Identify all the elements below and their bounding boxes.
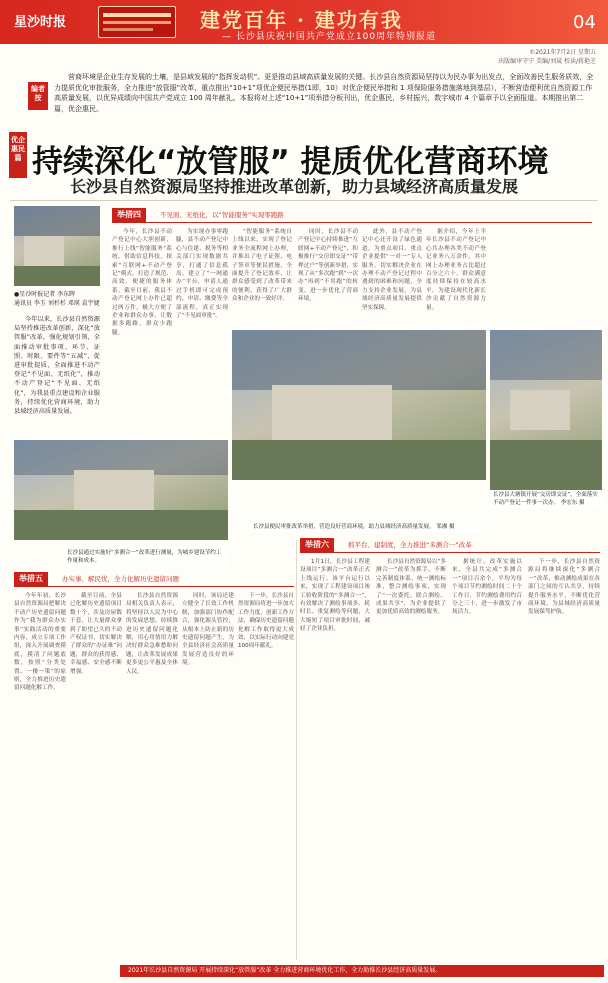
divider	[10, 200, 598, 201]
caption-left-middle: 长沙县通过实施好“多测合一”改革进行测量，为城乡建设节约工作量和成本。	[64, 548, 228, 566]
section-side-tag: 优企惠民篇	[9, 132, 27, 178]
section-4-col-6: 据介绍，今年上半年长沙县不动产登记中心共办理各类不动产登记业务八万余件，其中网上办理业务占比超过百分之六十，群众满意度持续保持在较高水平，为建设现代化新长沙贡献了自然资源力量。	[426, 229, 486, 311]
footer-banner: 2021年长沙县自然资源局 开展持续深化“放管服”改革 全力推进营商环境优化工作，全力助推长沙县经济高质量发展。	[120, 965, 604, 977]
caption-middle: 长沙县便民审批改革举措，营造良好营商环境，助力县域经济高质量发展。 邹湘 摄	[250, 522, 486, 532]
main-headline: 持续深化“放管服” 提质优化营商环境	[32, 144, 549, 180]
special-report-subtitle: — 长沙县庆祝中国共产党成立100周年特别报道	[222, 32, 437, 42]
byline-correspondents: 通讯员 李玉 刘杉杉 邓瑛 袁宇婕	[14, 300, 100, 307]
section-5-label: 举措五	[14, 572, 48, 586]
editor-note-tag: 编者按	[28, 82, 48, 110]
photo-left-middle	[14, 440, 228, 540]
section-6-col-4: 下一步，长沙县自然资源局将继续深化“多测合一”改革，推动测绘成果在各部门之间的互认共享，持续提升服务水平，不断优化营商环境，为县域经济高质量发展保驾护航。	[528, 559, 600, 616]
centenary-emblem-icon	[98, 6, 176, 38]
section-4-col-4: 同时，长沙县不动产登记中心持续推进“互联网+不动产登记”，积极推行“交房即交证”“带押过户”等创新举措，实现了从“多次跑”到“一次办”再到“不用跑”的转变，进一步优化了营商环境。	[298, 229, 358, 303]
section-6-rule	[300, 552, 600, 553]
page-number: 04	[573, 12, 596, 33]
photo-middle	[232, 330, 486, 480]
photo-top-left	[14, 206, 100, 286]
sub-headline: 长沙县自然资源局坚持推进改革创新，助力县域经济高质量发展	[70, 177, 519, 196]
section-5-col-1: 今年年初，长沙县自然资源局把解决不动产历史遗留问题作为“我为群众办实事”实践活动的重要内容，成立专项工作组，深入开展调查摸底，摸清了问题底数，按照“分类处置、一楼一策”的原则，全力推进历史遗留问题化解工作。	[14, 593, 66, 692]
section-4-col-5: 此外，县不动产登记中心还开设了绿色通道，为重点项目、重点企业提供“一对一”专人服务，切实解决企业在办理不动产登记过程中遇到的困难和问题，全力支持企业发展，为县域经济高质量发展提供坚实保障。	[362, 229, 422, 311]
byline-reporter: ●星沙时报记者 李东晖	[14, 291, 76, 298]
section-4-rule	[112, 222, 592, 223]
section-6-col-1: 1月1日，长沙县工程建设项目“多测合一”改革正式上线运行。该平台运行以来，实现了工程建设项目竣工验收阶段的“多测合一”，有效解决了测绘事项多、耗时长、重复测绘等问题，大大缩短了项目审批时间，减轻了企业负担。	[300, 559, 370, 633]
section-4-col-1: 今年，长沙县不动产登记中心大胆创新，推行上线“智能服务”系统，借助信息科技，探索“互联网+不动产登记”模式，打造了规范、高效、便捷的服务体系。截至目前，我县不动产登记网上办件已超过两万件，极大方便了企业和群众办事，让数据多跑路，群众少跑腿。	[112, 229, 172, 336]
column-divider	[296, 540, 297, 960]
section-5-rule	[14, 586, 294, 587]
section-4-title: 不见面、无纸化，以“智能服务”实现零跑路	[160, 211, 284, 219]
dateline	[498, 48, 596, 66]
newspaper-logo: 星沙时报	[14, 15, 67, 30]
section-4-col-3: “智能服务”系统自上线以来，实现了登记业务全流程网上办理，并推出了电子证照、电子签章等便民措施，全面提升了登记效率，让群众感受到了改革带来的便利，获得了广大群众和企业的一致好评。	[232, 229, 292, 303]
section-6-col-3: 据统计，改革实施以来，全县共完成“多测合一”项目百余个，平均为每个项目节约测绘时间二十个工作日，节约测绘费用约百分之三十，进一步激发了市场活力。	[452, 559, 522, 616]
editor-credits: 出版编审守宁 美编/刘晟 校读/蒋艳芝	[498, 58, 596, 65]
section-6-title: 抓平台、建制度，全力推进“多测合一”改革	[348, 541, 472, 549]
section-5-col-2: 截至目前，全县已化解历史遗留项目数十个，涉及房屋数千套，让大量群众拿到了盼望已久的不动产权证书，切实解决了群众的“办证难”问题，群众的获得感、幸福感、安全感不断增强。	[70, 593, 122, 675]
section-4-col-2: 为实现办事零跑腿，县不动产登记中心与住建、税务等相关部门实现数据共享，打通了信息孤岛，建立了“一网通办”平台，申请人通过手机即可完成预约、申请、缴费等全部流程，真正实现了“不见面审批”。	[176, 229, 228, 320]
issue-date: ©2021年7月2日 星期五	[529, 49, 596, 56]
section-6-label: 举措六	[300, 538, 334, 552]
editor-note-text: 营商环境是企业生存发展的土壤，是县域发展的“指挥发动机”。更是推动县域高质量发展的关键。长沙县自然资源局坚持以为民办事为出发点，全面改善民生服务质效，全力提质优化审批服务，全力推进“放管服”改革，重点推出“10+1”项优企便民举措(1即，10）对优企便民举措和 1 项保险服务措施落地到基层），不断营造便利优自然资源工作高质量发展，以优异成绩向中国共产党成立 100 周年献礼。本报将对上述“10+1”项举措分板刊出，优企惠民，乡村振兴，数字城市 4 个篇章予以全面报道。本期推出第二篇，优企惠民。	[54, 73, 594, 113]
special-report-title: 建党百年 · 建功有我	[200, 8, 403, 32]
section-5-col-5: 下一步，长沙县自然资源局将进一步加大工作力度，创新工作方法，确保历史遗留问题化解工作取得更大成效，以实际行动向建党100周年献礼。	[238, 593, 294, 650]
byline	[14, 290, 100, 308]
section-6-col-2: 长沙县自然资源局以“多测合一”改革为抓手，不断完善制度体系，统一测绘标准，整合测绘事项，实现了“一次委托、联合测绘、成果共享”，为企业提供了更加优质高效的测绘服务。	[376, 559, 446, 616]
section-5-col-3: 长沙县自然资源局相关负责人表示，将坚持以人民为中心的发展思想，持续推进历史遗留问题化解，用心用情用力解决好群众急难愁盼问题，让改革发展成果更多更公平惠及全体人民。	[126, 593, 178, 675]
section-5-title: 办实事、解民忧，全力化解历史遗留问题	[62, 575, 179, 583]
intro-paragraph: 今年以来，长沙县自然资源局坚持推进改革创新，深化“放管服”改革，强化规划引领，全面推动审批事项、环节、证照、时限、要件等“五减”，促进审批提质，全面推进不动产登记“不见面、无纸化”，推动不动产登记“不见面、无纸化”，为我县重点建设和企业服务，持续优化营商环境，助力县域经济高质量发展。	[14, 316, 100, 416]
section-4-label: 举措四	[112, 208, 146, 222]
section-5-col-4: 同时，该局还建立健全了长效工作机制，加强部门协作配合，强化源头管控，从根本上防止新的历史遗留问题产生，为全县经济社会高质量发展营造良好的环境。	[182, 593, 234, 667]
masthead	[0, 0, 608, 44]
photo-top-right	[490, 330, 602, 490]
caption-top-right: 长沙县大塘镇开展“交房即交证”，全面落实不动产登记一件事一次办。 李宏东 摄	[490, 490, 602, 508]
